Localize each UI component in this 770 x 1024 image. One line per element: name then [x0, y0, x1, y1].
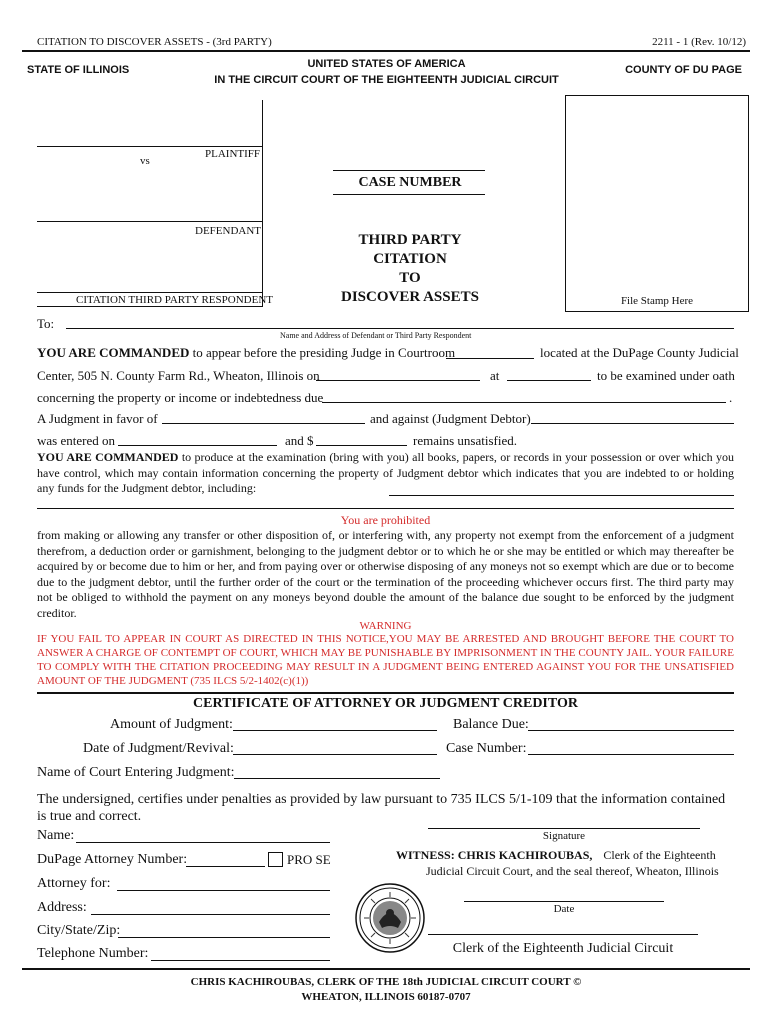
judgment-debtor-field[interactable] [531, 423, 734, 424]
court-name-label: Name of Court Entering Judgment: [37, 765, 235, 780]
city-label: City/State/Zip: [37, 923, 121, 938]
name-field[interactable] [76, 842, 330, 843]
including-field[interactable] [389, 495, 734, 496]
judgment-favor-text: A Judgment in favor of [37, 411, 158, 426]
telephone-label: Telephone Number: [37, 946, 149, 961]
clerk-label: Clerk of the Eighteenth Judicial Circuit [452, 941, 674, 956]
respondent-underline [37, 306, 262, 307]
commanded-bold-2: YOU ARE COMMANDED [37, 450, 179, 464]
date-sign-field[interactable] [464, 901, 664, 902]
footer-rule [22, 968, 750, 970]
oath-text: to be examined under oath [597, 368, 735, 383]
signature-label: Signature [542, 830, 586, 842]
citation-title [320, 231, 500, 307]
date-field[interactable] [316, 380, 480, 381]
indebtedness-field[interactable] [322, 402, 726, 403]
telephone-field[interactable] [151, 960, 330, 961]
name-label: Name: [37, 828, 75, 843]
concerning-text: concerning the property or income or indebtedness due [37, 390, 324, 405]
produce-text: to produce at the examination (bring with you) all books, papers, or records in your possession or over which you have control, which may contain information concerning the property of Judgment debtor which indicates that you are indebted to or holding any funds for the Judgment debtor, including: [37, 450, 734, 495]
warning-paragraph: IF YOU FAIL TO APPEAR IN COURT AS DIRECTED IN THIS NOTICE,YOU MAY BE ARRESTED AND BROUGHT BEFORE THE COURT TO ANSWER A CHARGE OF CONTEMPT OF COURT, WHICH MAY BE PUNISHABLE BY IMPRISONMENT IN THE COUNTY JAIL. YOUR FAILURE TO COMPLY WITH THE CITATION PROCEEDING MAY RESULT IN A JUDGMENT BEING ENTERED AGAINST YOU FOR THE UNSATISFIED AMOUNT OF THE JUDGMENT (735 ILCS 5/2-1402(c)(1)) [37, 633, 734, 687]
header-rule [22, 50, 750, 52]
entered-date-field[interactable] [118, 445, 277, 446]
defendant-line[interactable] [37, 221, 262, 222]
commanded-bold: YOU ARE COMMANDED [37, 345, 190, 360]
clerk-line[interactable] [428, 934, 698, 935]
amount-label: Amount of Judgment: [110, 717, 233, 732]
case-number-underline [333, 194, 485, 195]
entered-text: was entered on [37, 433, 115, 448]
attorney-for-label: Attorney for: [37, 876, 111, 891]
date-judgment-label: Date of Judgment/Revival: [83, 741, 234, 756]
form-title: CITATION TO DISCOVER ASSETS - (3rd PARTY) [37, 36, 272, 48]
witness-rest-2: Judicial Circuit Court, and the seal thereof, Wheaton, Illinois [426, 864, 719, 878]
attorney-number-label: DuPage Attorney Number: [37, 852, 188, 867]
case-number-label: CASE NUMBER [358, 175, 462, 190]
to-line[interactable] [66, 328, 734, 329]
vs-label: vs [140, 155, 150, 167]
date-judgment-field[interactable] [233, 754, 437, 755]
name-caption: Name and Address of Defendant or Third Party Respondent [280, 331, 472, 340]
parties-divider [262, 100, 263, 307]
title-line: TO [399, 270, 421, 286]
footer-line-2: WHEATON, ILLINOIS 60187-0707 [301, 991, 471, 1003]
respondent-line[interactable] [37, 292, 262, 293]
unsatisfied-text: remains unsatisfied. [413, 433, 517, 448]
period-text: . [729, 390, 733, 405]
judgment-creditor-field[interactable] [162, 423, 365, 424]
balance-label: Balance Due: [453, 717, 529, 732]
case-number-cert-label: Case Number: [446, 741, 527, 756]
at-text: at [490, 368, 500, 383]
command-line-1 [37, 345, 455, 361]
to-label: To: [37, 316, 55, 331]
against-text: and against (Judgment Debtor) [370, 411, 531, 426]
title-line: CITATION [373, 251, 447, 267]
warning-title: WARNING [359, 620, 412, 632]
title-line: DISCOVER ASSETS [341, 289, 479, 305]
certificate-rule [37, 692, 734, 694]
court-name-field[interactable] [234, 778, 440, 779]
pro-se-checkbox[interactable] [268, 852, 283, 867]
county-label: COUNTY OF DU PAGE [625, 64, 742, 76]
attorney-for-field[interactable] [117, 890, 330, 891]
respondent-label: CITATION THIRD PARTY RESPONDENT [76, 294, 273, 306]
plaintiff-label: PLAINTIFF [205, 148, 261, 160]
command-text: to appear before the presiding Judge in Courtroom [192, 345, 456, 360]
witness-bold: WITNESS: CHRIS KACHIROUBAS, [396, 848, 593, 862]
certificate-title: CERTIFICATE OF ATTORNEY OR JUDGMENT CREDITOR [193, 696, 578, 711]
balance-field[interactable] [528, 730, 734, 731]
amount-judgment-field[interactable] [233, 730, 437, 731]
attorney-number-field[interactable] [186, 866, 265, 867]
produce-paragraph [37, 450, 734, 497]
witness-line-1 [396, 848, 716, 863]
and-dollar-text: and $ [285, 433, 314, 448]
court-label: IN THE CIRCUIT COURT OF THE EIGHTEENTH JUDICIAL CIRCUIT [214, 74, 559, 86]
plaintiff-line[interactable] [37, 146, 262, 147]
amount-field[interactable] [316, 445, 407, 446]
country-label: UNITED STATES OF AMERICA [307, 58, 466, 70]
footer-line-1: CHRIS KACHIROUBAS, CLERK OF THE 18th JUDICIAL CIRCUIT COURT © [190, 976, 582, 988]
case-number-line[interactable] [333, 170, 485, 171]
center-text: Center, 505 N. County Farm Rd., Wheaton, Illinois on [37, 368, 320, 383]
address-field[interactable] [91, 914, 330, 915]
file-stamp-label: File Stamp Here [620, 295, 694, 307]
including-field-2[interactable] [37, 508, 734, 509]
signature-field[interactable] [428, 828, 700, 829]
witness-rest-1: Clerk of the Eighteenth [603, 848, 716, 862]
date-sign-label: Date [553, 903, 575, 915]
prohibited-paragraph: from making or allowing any transfer or other disposition of, or interfering with, any property not exempt from the enforcement of a judgment therefrom, a deduction order or garnishment, belonging to the judgment debtor or to which he or she may be entitled or which may thereafter be acquired by or become due to him or her, and from paying over or otherwise disposing of any moneys not so exempt which are due or to become due to the judgment debtor, until the further order of the court or the termination of the proceeding whichever occurs first. The third party may not be obliged to withhold the payment on any moneys beyond double the amount of the balance due sought to be enforced by the judgment creditor. [37, 528, 734, 620]
court-seal-icon [354, 882, 426, 954]
pro-se-label: PRO SE [287, 852, 331, 867]
time-field[interactable] [507, 380, 591, 381]
case-number-cert-field[interactable] [528, 754, 734, 755]
address-label: Address: [37, 900, 87, 915]
prohibited-title: You are prohibited [340, 513, 431, 527]
courtroom-field[interactable] [446, 358, 534, 359]
location-text: located at the DuPage County Judicial [540, 345, 739, 360]
form-number: 2211 - 1 (Rev. 10/12) [652, 36, 746, 48]
defendant-label: DEFENDANT [195, 225, 261, 237]
certify-text: The undersigned, certifies under penalties as provided by law pursuant to 735 ILCS 5/1-109 that the information contained is true and correct. [37, 792, 726, 824]
city-field[interactable] [118, 937, 330, 938]
state-label: STATE OF ILLINOIS [27, 64, 130, 76]
file-stamp-box [565, 95, 749, 312]
title-line: THIRD PARTY [358, 232, 462, 248]
